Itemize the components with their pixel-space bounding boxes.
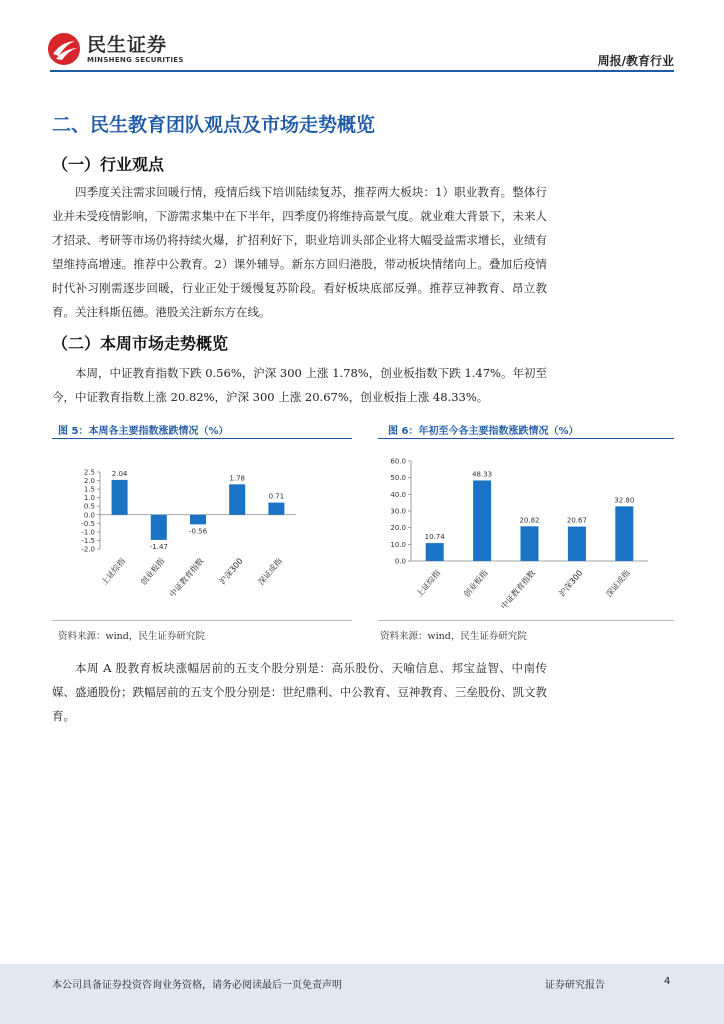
top-stocks-paragraph: 本周 A 股教育板块涨幅居前的五支个股分别是：高乐股份、天喻信息、邦宝益智、中南传媒、盛通股份；跌幅居前的五支个股分别是：世纪鼎利、中公教育、豆神教育、三垒股份、凯文教育。 bbox=[52, 661, 547, 723]
industry-view-heading: （一）行业观点 bbox=[52, 155, 165, 174]
data-label: 20.67 bbox=[566, 516, 587, 525]
minsheng-logo-icon bbox=[47, 32, 81, 66]
category-label: 创业板指 bbox=[138, 556, 167, 587]
y-tick-label: -1.0 bbox=[81, 528, 95, 537]
figure6-source: 资料来源：wind，民生证券研究院 bbox=[380, 631, 527, 642]
data-label: 32.80 bbox=[614, 496, 635, 505]
bar bbox=[268, 503, 284, 515]
bar bbox=[229, 484, 245, 514]
footer-report-label: 证券研究报告 bbox=[545, 980, 605, 991]
footer-disclaimer: 本公司具备证券投资咨询业务资格，请务必阅读最后一页免责声明 bbox=[52, 980, 342, 991]
bar bbox=[151, 515, 167, 540]
category-label: 中证教育指数 bbox=[167, 556, 206, 600]
category-label: 上证综指 bbox=[414, 568, 443, 599]
category-label: 深证成指 bbox=[256, 556, 284, 587]
figure6-bottom-rule bbox=[378, 620, 674, 621]
header-divider bbox=[50, 70, 674, 72]
market-overview-heading: （二）本周市场走势概览 bbox=[52, 334, 229, 353]
bar bbox=[190, 515, 206, 525]
figure6-top-rule bbox=[378, 438, 674, 439]
bar bbox=[568, 527, 586, 561]
y-tick-label: 30.0 bbox=[390, 507, 406, 516]
data-label: -0.56 bbox=[188, 527, 208, 536]
y-tick-label: 0.0 bbox=[394, 557, 406, 566]
y-tick-label: 0.0 bbox=[83, 511, 95, 520]
bar bbox=[521, 526, 539, 561]
y-tick-label: 60.0 bbox=[390, 457, 406, 466]
data-label: 0.71 bbox=[268, 492, 285, 501]
industry-view-paragraph: 四季度关注需求回暖行情，疫情后线下培训陆续复苏，推荐两大板块：1）职业教育。整体行业并未受疫情影响，下游需求集中在下半年，四季度仍将维持高景气度。就业难大背景下，未来人才招录、考研等市场仍将持续火爆，扩招利好下，职业培训头部企业将大幅受益需求增长，业绩有望维持高增速。推荐中公教育。2）课外辅导。新东方回归港股，带动板块情绪向上。叠加后疫情时代补习刚需逐步回暖，行业正处于缓慢复苏阶段。看好板块底部反弹。推荐豆神教育、昂立教育。关注科斯伍德。港股关注新东方在线。 bbox=[52, 185, 547, 319]
y-tick-label: 0.5 bbox=[83, 502, 95, 511]
category-label: 创业板指 bbox=[462, 568, 490, 599]
y-tick-label: -0.5 bbox=[81, 519, 95, 528]
data-label: 2.04 bbox=[111, 469, 128, 478]
y-tick-label: -2.0 bbox=[81, 545, 95, 554]
y-tick-label: -1.5 bbox=[81, 536, 95, 545]
logo-english-name: MINSHENG SECURITIES bbox=[87, 55, 184, 64]
market-overview-paragraph: 本周，中证教育指数下跌 0.56%，沪深 300 上涨 1.78%，创业板指数下跌 1.47%。年初至今，中证教育指数上涨 20.82%，沪深 300 上涨 20.67%，创业板指上涨 48.33%。 bbox=[52, 366, 547, 404]
data-label: 1.78 bbox=[229, 474, 245, 483]
category-label: 上证综指 bbox=[99, 556, 128, 587]
y-tick-label: 10.0 bbox=[390, 540, 406, 549]
category-label: 中证教育指数 bbox=[499, 568, 538, 612]
bar bbox=[112, 480, 128, 515]
footer-band bbox=[0, 964, 724, 1024]
category-label: 深证成指 bbox=[604, 568, 632, 599]
y-tick-label: 1.0 bbox=[83, 494, 95, 503]
report-type: 周报/教育行业 bbox=[597, 54, 674, 68]
figure5-top-rule bbox=[52, 438, 352, 439]
data-label: 48.33 bbox=[472, 470, 493, 479]
bar bbox=[426, 543, 444, 561]
y-tick-label: 2.5 bbox=[83, 468, 95, 477]
figure5-bottom-rule bbox=[52, 620, 352, 621]
company-logo bbox=[47, 32, 184, 66]
weekly-index-change-chart bbox=[52, 445, 352, 615]
category-label: 沪深300 bbox=[217, 556, 245, 587]
figure6-title: 图 6：年初至今各主要指数涨跌情况（%） bbox=[388, 426, 579, 437]
section-title: 二、民生教育团队观点及市场走势概览 bbox=[52, 114, 376, 136]
data-label: -1.47 bbox=[149, 542, 168, 551]
y-tick-label: 50.0 bbox=[390, 474, 406, 483]
figure5-source: 资料来源：wind，民生证券研究院 bbox=[58, 631, 205, 642]
category-label: 沪深300 bbox=[557, 568, 585, 599]
data-label: 10.74 bbox=[424, 533, 445, 542]
bar bbox=[473, 480, 491, 561]
logo-chinese-name: 民生证券 bbox=[87, 33, 168, 56]
y-tick-label: 1.5 bbox=[83, 485, 95, 494]
ytd-index-change-chart bbox=[378, 445, 674, 615]
y-tick-label: 40.0 bbox=[390, 490, 406, 499]
figure5-title: 图 5：本周各主要指数涨跌情况（%） bbox=[58, 426, 229, 437]
bar bbox=[615, 506, 633, 561]
y-tick-label: 20.0 bbox=[390, 524, 406, 533]
page-number: 4 bbox=[664, 976, 671, 987]
y-tick-label: 2.0 bbox=[83, 477, 95, 486]
data-label: 20.82 bbox=[519, 516, 540, 525]
